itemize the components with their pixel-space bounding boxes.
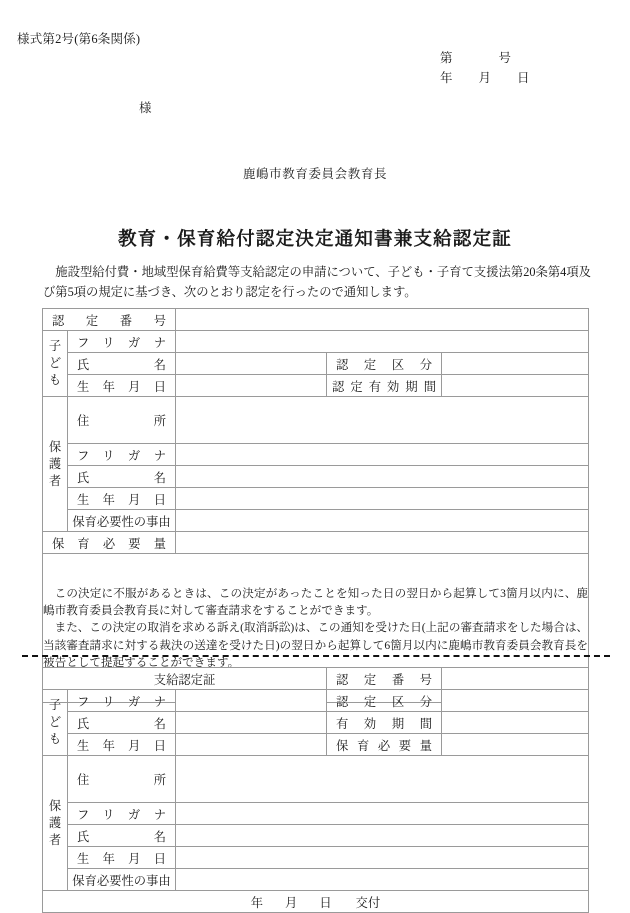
cert-row-guardian-name — [43, 825, 589, 847]
cell-child-group-label — [43, 331, 68, 397]
care-amount-label: 保育必要量 — [52, 536, 167, 551]
cell-cert-certification-category-value[interactable] — [442, 690, 589, 712]
cut-line-separator — [22, 655, 610, 657]
payment-certificate-table — [42, 667, 589, 913]
cell-certification-category-label — [327, 353, 442, 375]
cert-row-child-birthdate — [43, 734, 589, 756]
table-row-guardian-birthdate — [43, 488, 589, 510]
cert-child-furigana-label: フリガナ — [77, 694, 166, 709]
certification-decision-table — [42, 308, 589, 703]
cell-child-birthdate-label — [68, 375, 176, 397]
cell-certification-period-value[interactable] — [442, 375, 589, 397]
cell-cert-guardian-furigana-label — [68, 803, 176, 825]
guardian-name-label: 氏名 — [77, 470, 167, 485]
cell-guardian-furigana-value[interactable] — [176, 444, 589, 466]
certificate-title: 支給認定証 — [153, 672, 216, 687]
cert-care-amount-label: 保育必要量 — [336, 738, 433, 753]
document-number-label: 第 — [440, 51, 453, 65]
cell-cert-child-furigana-label — [68, 690, 176, 712]
date-year-label: 年 — [440, 71, 453, 85]
cell-child-name-label — [68, 353, 176, 375]
cell-cert-certification-number-label — [327, 668, 442, 690]
document-number-suffix: 号 — [498, 51, 512, 65]
cell-certification-category-value[interactable] — [442, 353, 589, 375]
child-group-label: 子ども — [48, 339, 62, 387]
cell-cert-child-birthdate-label — [68, 734, 176, 756]
cell-guardian-group-label — [43, 397, 68, 532]
cell-cert-child-furigana-value[interactable] — [176, 690, 327, 712]
cell-guardian-birthdate-label — [68, 488, 176, 510]
cell-cert-child-name-value[interactable] — [176, 712, 327, 734]
cell-cert-care-amount-value[interactable] — [442, 734, 589, 756]
document-date-line — [440, 68, 530, 88]
cell-cert-guardian-name-value[interactable] — [176, 825, 589, 847]
cert-row-guardian-address — [43, 756, 589, 803]
cert-care-necessity-reason-label: 保育必要性の事由 — [72, 873, 171, 888]
certification-period-label: 認定有効期間 — [332, 379, 437, 394]
cell-cert-guardian-group-label — [43, 756, 68, 891]
cell-cert-child-group-label — [43, 690, 68, 756]
cert-row-child-name — [43, 712, 589, 734]
guardian-furigana-label: フリガナ — [77, 448, 167, 463]
cell-guardian-furigana-label — [68, 444, 176, 466]
cell-cert-child-birthdate-value[interactable] — [176, 734, 327, 756]
cell-cert-valid-period-label — [327, 712, 442, 734]
cell-guardian-birthdate-value[interactable] — [176, 488, 589, 510]
cell-guardian-address-value[interactable] — [176, 397, 589, 444]
notice-paragraph-1: この決定に不服があるときは、この決定があったことを知った日の翌日から起算して3箇月以内に、鹿嶋市教育委員会教育長に対して審査請求をすることができます。 — [43, 586, 589, 618]
addressee-honorific: 様 — [139, 101, 152, 115]
table-row-guardian-furigana — [43, 444, 589, 466]
table-row-child-name — [43, 353, 589, 375]
cell-guardian-name-value[interactable] — [176, 466, 589, 488]
cell-cert-guardian-furigana-value[interactable] — [176, 803, 589, 825]
date-month-label: 月 — [478, 71, 492, 85]
cert-row-issue-date — [43, 891, 589, 913]
cell-child-name-value[interactable] — [176, 353, 327, 375]
cert-child-name-label: 氏名 — [77, 716, 166, 731]
cell-cert-care-amount-label — [327, 734, 442, 756]
cell-certification-period-label — [327, 375, 442, 397]
cell-cert-guardian-address-label — [68, 756, 176, 803]
cell-certificate-title — [43, 668, 327, 690]
cell-guardian-name-label — [68, 466, 176, 488]
child-furigana-label: フリガナ — [77, 335, 167, 350]
cell-cert-guardian-birthdate-label — [68, 847, 176, 869]
cert-certification-number-label: 認定番号 — [336, 672, 433, 687]
cert-row-child-furigana — [43, 690, 589, 712]
cell-cert-guardian-name-label — [68, 825, 176, 847]
cell-cert-care-necessity-reason-label — [68, 869, 176, 891]
certification-category-label: 認定区分 — [336, 357, 433, 372]
child-birthdate-label: 生年月日 — [77, 379, 167, 394]
child-name-label: 氏名 — [77, 357, 167, 372]
date-day-label: 日 — [517, 71, 530, 85]
certification-number-label: 認定番号 — [52, 313, 167, 328]
cert-guardian-name-label: 氏名 — [77, 829, 166, 844]
cell-certification-number-value[interactable] — [176, 309, 589, 331]
cert-child-birthdate-label: 生年月日 — [77, 738, 166, 753]
issue-label: 交付 — [355, 895, 381, 910]
cell-cert-care-necessity-reason-value[interactable] — [176, 869, 589, 891]
cert-valid-period-label: 有効期間 — [336, 716, 433, 731]
document-title: 教育・保育給付認定決定通知書兼支給認定証 — [117, 230, 512, 250]
cell-certification-number-label — [43, 309, 176, 331]
cert-guardian-birthdate-label: 生年月日 — [77, 851, 166, 866]
cell-care-necessity-reason-label — [68, 510, 176, 532]
cert-child-group-label: 子ども — [48, 698, 62, 746]
cell-cert-child-name-label — [68, 712, 176, 734]
guardian-group-label: 保護者 — [48, 439, 62, 488]
table-row-care-amount — [43, 532, 589, 554]
cert-guardian-group-label: 保護者 — [48, 798, 62, 847]
table-row-guardian-name — [43, 466, 589, 488]
table-row-guardian-address — [43, 397, 589, 444]
table-row-care-necessity-reason — [43, 510, 589, 532]
cell-care-necessity-reason-value[interactable] — [176, 510, 589, 532]
cert-row-guardian-birthdate — [43, 847, 589, 869]
intro-paragraph: 施設型給付費・地域型保育給費等支給認定の申請について、子ども・子育て支援法第20条第4項及び第5項の規定に基づき、次のとおり認定を行ったので通知します。 — [43, 265, 591, 299]
cell-cert-guardian-address-value[interactable] — [176, 756, 589, 803]
cell-cert-certification-category-label — [327, 690, 442, 712]
cell-cert-valid-period-value[interactable] — [442, 712, 589, 734]
cell-cert-certification-number-value[interactable] — [442, 668, 589, 690]
notice-paragraph-2: また、この決定の取消を求める訴え(取消訴訟)は、この通知を受けた日(上記の審査請求をした場合は、当該審査請求に対する裁決の送達を受けた日)の翌日から起算して6箇月以内に鹿嶋市教育委員会教育長を被告として提起することができます。 — [43, 621, 589, 669]
cert-row-guardian-furigana — [43, 803, 589, 825]
document-number-line — [440, 48, 530, 68]
cert-certification-category-label: 認定区分 — [336, 694, 433, 709]
cell-issue-date[interactable] — [43, 891, 589, 913]
cert-row-title — [43, 668, 589, 690]
cert-row-care-necessity-reason — [43, 869, 589, 891]
table-row-child-birthdate — [43, 375, 589, 397]
cell-care-amount-value[interactable] — [176, 532, 589, 554]
guardian-address-label: 住所 — [77, 414, 167, 428]
issue-day-label: 日 — [319, 895, 332, 910]
cell-care-amount-label — [43, 532, 176, 554]
issuer-name: 鹿嶋市教育委員会教育長 — [242, 167, 388, 181]
cell-guardian-address-label — [68, 397, 176, 444]
issue-month-label: 月 — [285, 895, 298, 910]
guardian-birthdate-label: 生年月日 — [77, 492, 167, 507]
form-number: 様式第2号(第6条関係) — [17, 32, 141, 46]
table-row-child-furigana — [43, 331, 589, 353]
cell-child-furigana-label — [68, 331, 176, 353]
cell-child-birthdate-value[interactable] — [176, 375, 327, 397]
issue-year-label: 年 — [250, 895, 264, 910]
care-necessity-reason-label: 保育必要性の事由 — [72, 514, 171, 529]
cert-guardian-furigana-label: フリガナ — [77, 807, 166, 822]
cell-child-furigana-value[interactable] — [176, 331, 589, 353]
document-number-date-block — [440, 48, 530, 88]
cert-guardian-address-label: 住所 — [77, 773, 166, 787]
cell-cert-guardian-birthdate-value[interactable] — [176, 847, 589, 869]
table-row-certification-number — [43, 309, 589, 331]
